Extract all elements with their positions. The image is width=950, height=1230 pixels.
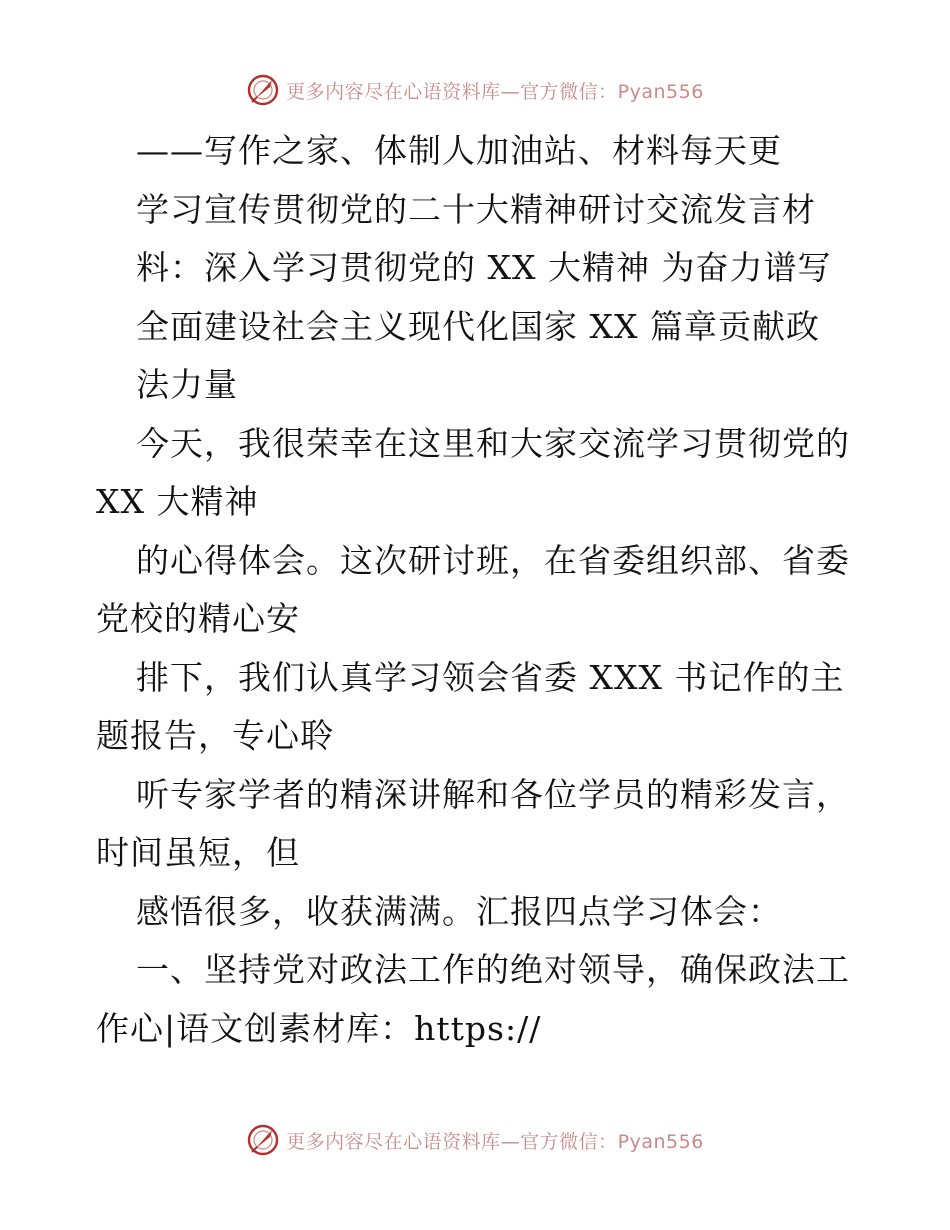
document-title-line: 学习宣传贯彻党的二十大精神研讨交流发言材 xyxy=(136,189,816,229)
body-line: 党校的精心安 xyxy=(96,599,300,638)
body-line: 今天，我很荣幸在这里和大家交流学习贯彻党的 xyxy=(136,423,850,463)
document-body xyxy=(96,122,856,1058)
body-line: 感悟很多，收获满满。汇报四点学习体会： xyxy=(136,891,782,931)
header-banner-text: 更多内容尽在心语资料库—官方微信：Pyan556 xyxy=(286,80,704,103)
body-line: 的心得体会。这次研讨班，在省委组织部、省委 xyxy=(136,540,850,580)
body-line: 听专家学者的精深讲解和各位学员的精彩发言， xyxy=(136,774,850,814)
document-title-line: 料：深入学习贯彻党的 XX 大精神 为奋力谱写 xyxy=(136,248,832,287)
footer-banner-text: 更多内容尽在心语资料库—官方微信：Pyan556 xyxy=(286,1130,704,1153)
body-line: 题报告，专心聆 xyxy=(96,716,334,755)
body-line: XX 大精神 xyxy=(96,482,259,521)
body-line: 排下，我们认真学习领会省委 XXX 书记作的主 xyxy=(136,657,845,697)
document-title-line: 全面建设社会主义现代化国家 XX 篇章贡献政 xyxy=(136,306,820,346)
quill-logo-icon xyxy=(246,73,280,107)
header-banner xyxy=(0,70,950,110)
body-line: ——写作之家、体制人加油站、材料每天更 xyxy=(136,131,782,170)
footer-banner xyxy=(0,1120,950,1160)
document-title-line: 法力量 xyxy=(136,365,238,404)
body-line: 作心|语文创素材库：https:// xyxy=(96,1008,542,1048)
quill-logo-icon xyxy=(246,1123,280,1157)
section-heading-line: 一、坚持党对政法工作的绝对领导，确保政法工 xyxy=(136,950,850,989)
body-line: 时间虽短，但 xyxy=(96,833,300,872)
